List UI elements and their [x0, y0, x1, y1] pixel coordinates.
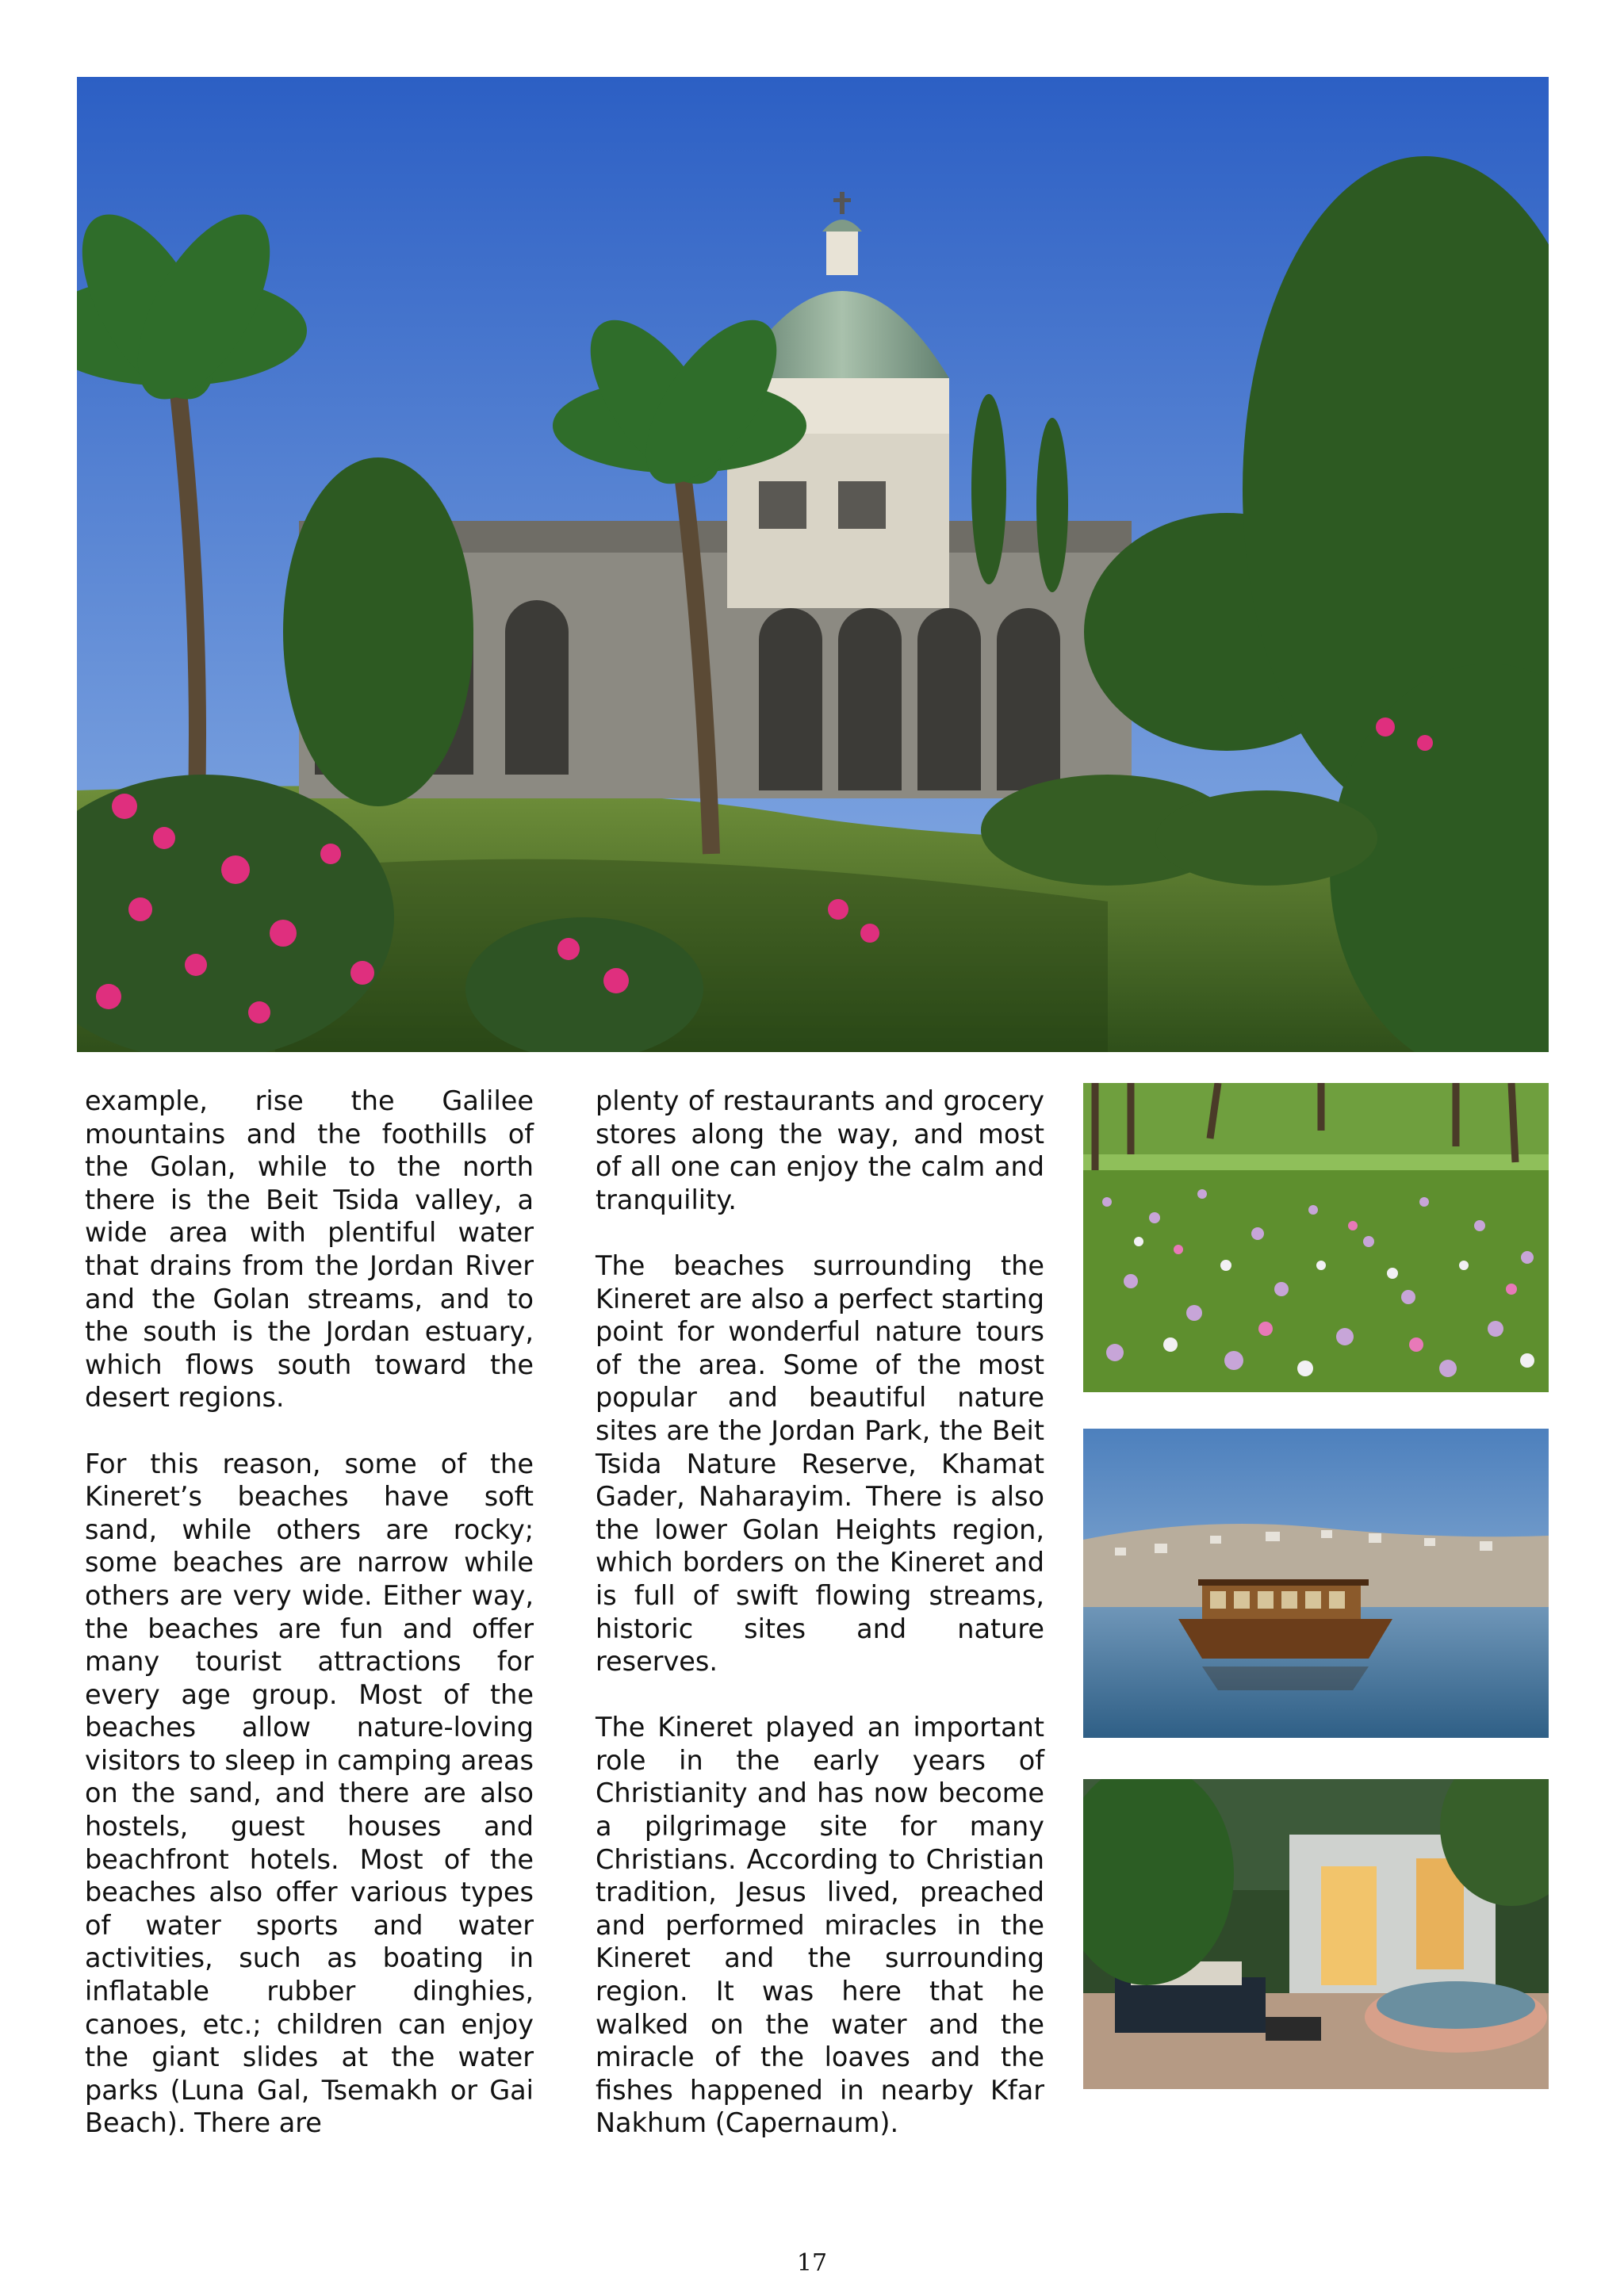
text-column-middle	[596, 1085, 1044, 2140]
paragraph: The beaches surrounding the Kineret are also a perfect starting point for wonderful nature tours of the area. Some of the most popular and beautiful nature sites are the Jordan Park, the Beit Tsida Nature Reserve, Khamat Gader, Naharayim. There is also the lower Golan Heights region, which borders on the Kineret and is full of swift flowing streams, historic sites and nature reserves.	[596, 1249, 1044, 1678]
photo-boat-on-lake	[1083, 1429, 1549, 1738]
page-number: 17	[796, 2249, 828, 2277]
paragraph: example, rise the Galilee mountains and the foothills of the Golan, while to the north there is the Beit Tsida valley, a wide area with plentiful water that drains from the Jordan River and the Golan streams, and to the south is the Jordan estuary, which flows south toward the desert regions.	[85, 1085, 534, 1414]
paragraph: For this reason, some of the Kineret’s beaches have soft sand, while others are rocky; some beaches are narrow while others are very wide. Either way, the beaches are fun and offer many tourist attractions for every age group. Most of the beaches allow nature-loving visitors to sleep in camping areas on the sand, and there are also hostels, guest houses and beachfront hotels. Most of the beaches also offer various types of water sports and water activities, such as boating in inflatable rubber dinghies, canoes, etc.; children can enjoy the giant slides at the water parks (Luna Gal, Tsemakh or Gai Beach). There are	[85, 1448, 534, 2139]
paragraph: plenty of restaurants and grocery stores along the way, and most of all one can enjoy the calm and tranquility.	[596, 1085, 1044, 1215]
hero-photo-church-garden	[77, 77, 1549, 1052]
photo-wildflower-meadow	[1083, 1083, 1549, 1392]
text-column-left	[85, 1085, 534, 2140]
paragraph: The Kineret played an important role in the early years of Christianity and has now become a pilgrimage site for many Christians. According to Christian tradition, Jesus lived, preached and performed miracles in the Kineret and the surrounding region. It was here that he walked on the water and the miracle of the loaves and the fishes happened in nearby Kfar Nakhum (Capernaum).	[596, 1712, 1044, 2139]
photo-patio-hot-tub	[1083, 1779, 1549, 2089]
